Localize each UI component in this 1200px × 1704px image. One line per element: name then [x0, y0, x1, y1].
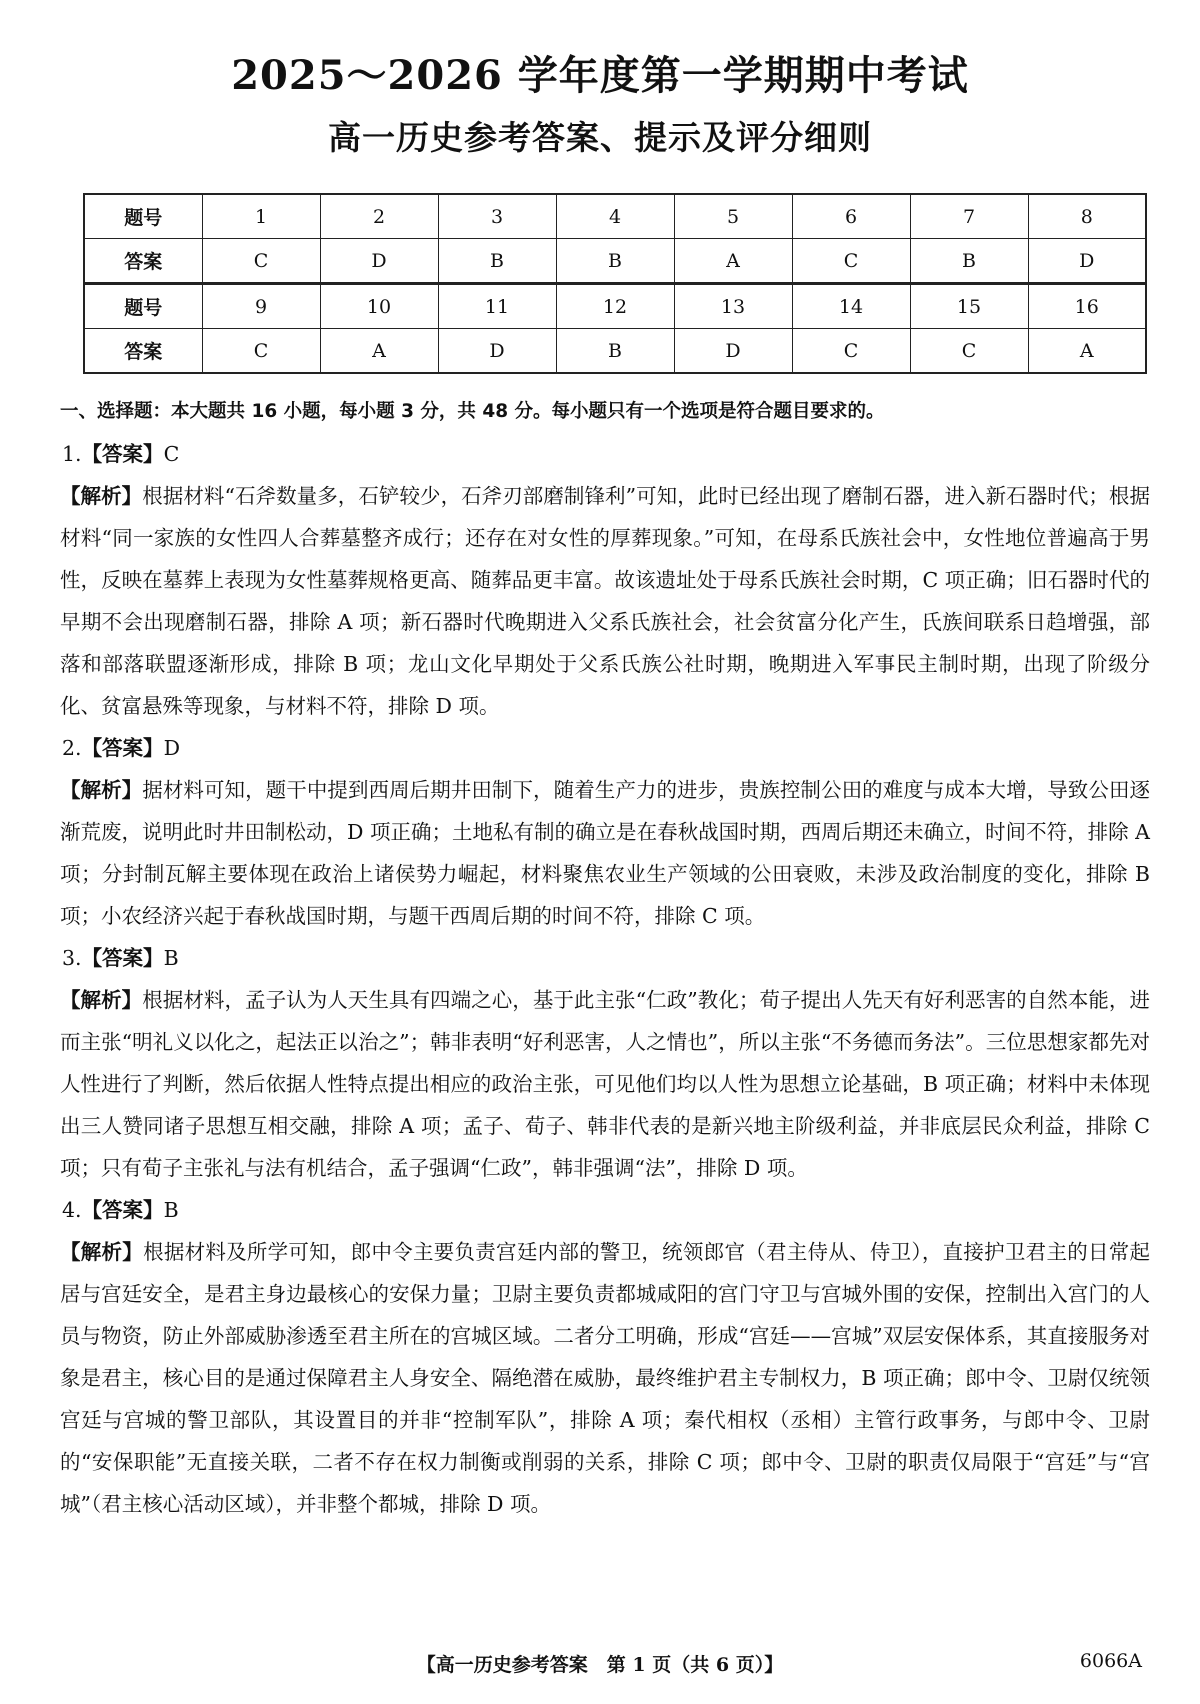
item-answer-line — [60, 727, 1150, 769]
explanation-text: 根据材料，孟子认为人天生具有四端之心，基于此主张“仁政”教化；荀子提出人先天有好利恶害的自然本能，进而主张“明礼义以化之，起法正以治之”；韩非表明“好利恶害，人之情也”，所以主张“不务德而务法”。三位思想家都先对人性进行了判断，然后依据人性特点提出相应的政治主张，可见他们均以人性为思想立论基础，B 项正确；材料中未体现出三人赞同诸子思想互相交融，排除 A 项；孟子、荀子、韩非代表的是新兴地主阶级利益，并非底层民众利益，排除 C 项；只有荀子主张礼与法有机结合，孟子强调“仁政”，韩非强调“法”，排除 D 项。 — [60, 988, 1150, 1180]
explanation-text: 根据材料及所学可知，郎中令主要负责宫廷内部的警卫，统领郎官（君主侍从、侍卫），直接护卫君主的日常起居与宫廷安全，是君主身边最核心的安保力量；卫尉主要负责都城咸阳的宫门守卫与宫城外围的安保，控制出入宫门的人员与物资，防止外部威胁渗透至君主所在的宫城区域。二者分工明确，形成“宫廷——宫城”双层安保体系，其直接服务对象是君主，核心目的是通过保障君主人身安全、隔绝潜在威胁，最终维护君主专制权力，B 项正确；郎中令、卫尉仅统领宫廷与宫城的警卫部队，其设置目的并非“控制军队”，排除 A 项；秦代相权（丞相）主管行政事务，与郎中令、卫尉的“安保职能”无直接关联，二者不存在权力制衡或削弱的关系，排除 C 项；郎中令、卫尉的职责仅局限于“宫廷”与“宫城”（君主核心活动区域），并非整个都城，排除 D 项。 — [60, 1240, 1151, 1516]
answer-tag: 【答案】 — [81, 946, 164, 970]
item-answer-line — [60, 1189, 1150, 1231]
answer-cell: B — [556, 239, 674, 284]
explanations — [60, 391, 1150, 1525]
item-answer-line — [60, 937, 1150, 979]
answer-cell: B — [910, 239, 1028, 284]
item-answer: D — [163, 736, 180, 760]
item-explanation — [60, 1231, 1150, 1525]
question-number-row — [84, 194, 1146, 239]
answer-tag: 【答案】 — [81, 736, 164, 760]
document-code: 6066A — [1079, 1650, 1142, 1672]
question-number: 10 — [320, 284, 438, 329]
answer-tag: 【答案】 — [81, 442, 164, 466]
answer-cell: C — [202, 239, 320, 284]
item-explanation — [60, 769, 1150, 937]
answer-row — [84, 239, 1146, 284]
question-number: 1 — [202, 194, 320, 239]
page-title: 2025～2026 学年度第一学期期中考试 — [231, 52, 969, 99]
question-number: 3 — [438, 194, 556, 239]
answer-cell: D — [1028, 239, 1146, 284]
question-number-row — [84, 284, 1146, 329]
item-number: 2. — [62, 736, 82, 760]
answer-table-2 — [83, 283, 1147, 374]
answer-cell: B — [438, 239, 556, 284]
answer-table-1 — [83, 193, 1147, 284]
question-number: 15 — [910, 284, 1028, 329]
explain-tag: 【解析】 — [60, 988, 143, 1012]
answer-row — [84, 329, 1146, 374]
answer-cell: A — [320, 329, 438, 374]
question-number: 12 — [556, 284, 674, 329]
answer-label: 答案 — [84, 329, 202, 374]
question-number: 16 — [1028, 284, 1146, 329]
explain-tag: 【解析】 — [60, 484, 143, 508]
item-answer: B — [163, 946, 179, 970]
question-label: 题号 — [84, 194, 202, 239]
page-subtitle: 高一历史参考答案、提示及评分细则 — [328, 118, 872, 157]
answer-cell: A — [1028, 329, 1146, 374]
answer-cell: D — [438, 329, 556, 374]
question-number: 13 — [674, 284, 792, 329]
item-number: 4. — [62, 1198, 82, 1222]
item-number: 1. — [62, 442, 82, 466]
question-number: 2 — [320, 194, 438, 239]
explain-tag: 【解析】 — [60, 778, 143, 802]
question-number: 9 — [202, 284, 320, 329]
question-number: 6 — [792, 194, 910, 239]
answer-cell: C — [202, 329, 320, 374]
answer-cell: C — [792, 329, 910, 374]
answer-cell: C — [792, 239, 910, 284]
question-label: 题号 — [84, 284, 202, 329]
item-number: 3. — [62, 946, 82, 970]
question-number: 11 — [438, 284, 556, 329]
answer-cell: C — [910, 329, 1028, 374]
item-answer-line — [60, 433, 1150, 475]
item-explanation — [60, 475, 1150, 727]
answer-cell: D — [674, 329, 792, 374]
answer-tag: 【答案】 — [81, 1198, 164, 1222]
answer-cell: B — [556, 329, 674, 374]
explanation-text: 据材料可知，题干中提到西周后期井田制下，随着生产力的进步，贵族控制公田的难度与成本大增，导致公田逐渐荒废，说明此时井田制松动，D 项正确；土地私有制的确立是在春秋战国时期，西周后期还未确立，时间不符，排除 A 项；分封制瓦解主要体现在政治上诸侯势力崛起，材料聚焦农业生产领域的公田衰败，未涉及政治制度的变化，排除 B 项；小农经济兴起于春秋战国时期，与题干西周后期的时间不符，排除 C 项。 — [60, 778, 1151, 928]
question-number: 14 — [792, 284, 910, 329]
item-answer: C — [163, 442, 180, 466]
page-footer: 【高一历史参考答案 第 1 页（共 6 页）】 — [416, 1654, 784, 1676]
answer-label: 答案 — [84, 239, 202, 284]
question-number: 4 — [556, 194, 674, 239]
explanation-text: 根据材料“石斧数量多，石铲较少，石斧刃部磨制锋利”可知，此时已经出现了磨制石器，进入新石器时代；根据材料“同一家族的女性四人合葬墓整齐成行；还存在对女性的厚葬现象。”可知，在母系氏族社会中，女性地位普遍高于男性，反映在墓葬上表现为女性墓葬规格更高、随葬品更丰富。故该遗址处于母系氏族社会时期，C 项正确；旧石器时代的早期不会出现磨制石器，排除 A 项；新石器时代晚期进入父系氏族社会，社会贫富分化产生，氏族间联系日趋增强，部落和部落联盟逐渐形成，排除 B 项；龙山文化早期处于父系氏族公社时期，晚期进入军事民主制时期，出现了阶级分化、贫富悬殊等现象，与材料不符，排除 D 项。 — [60, 484, 1150, 718]
question-number: 7 — [910, 194, 1028, 239]
answer-cell: A — [674, 239, 792, 284]
item-explanation — [60, 979, 1150, 1189]
question-number: 8 — [1028, 194, 1146, 239]
question-number: 5 — [674, 194, 792, 239]
explain-tag: 【解析】 — [60, 1240, 144, 1264]
item-answer: B — [163, 1198, 179, 1222]
answer-cell: D — [320, 239, 438, 284]
section-heading: 一、选择题：本大题共 16 小题，每小题 3 分，共 48 分。每小题只有一个选项是符合题目要求的。 — [60, 401, 885, 422]
